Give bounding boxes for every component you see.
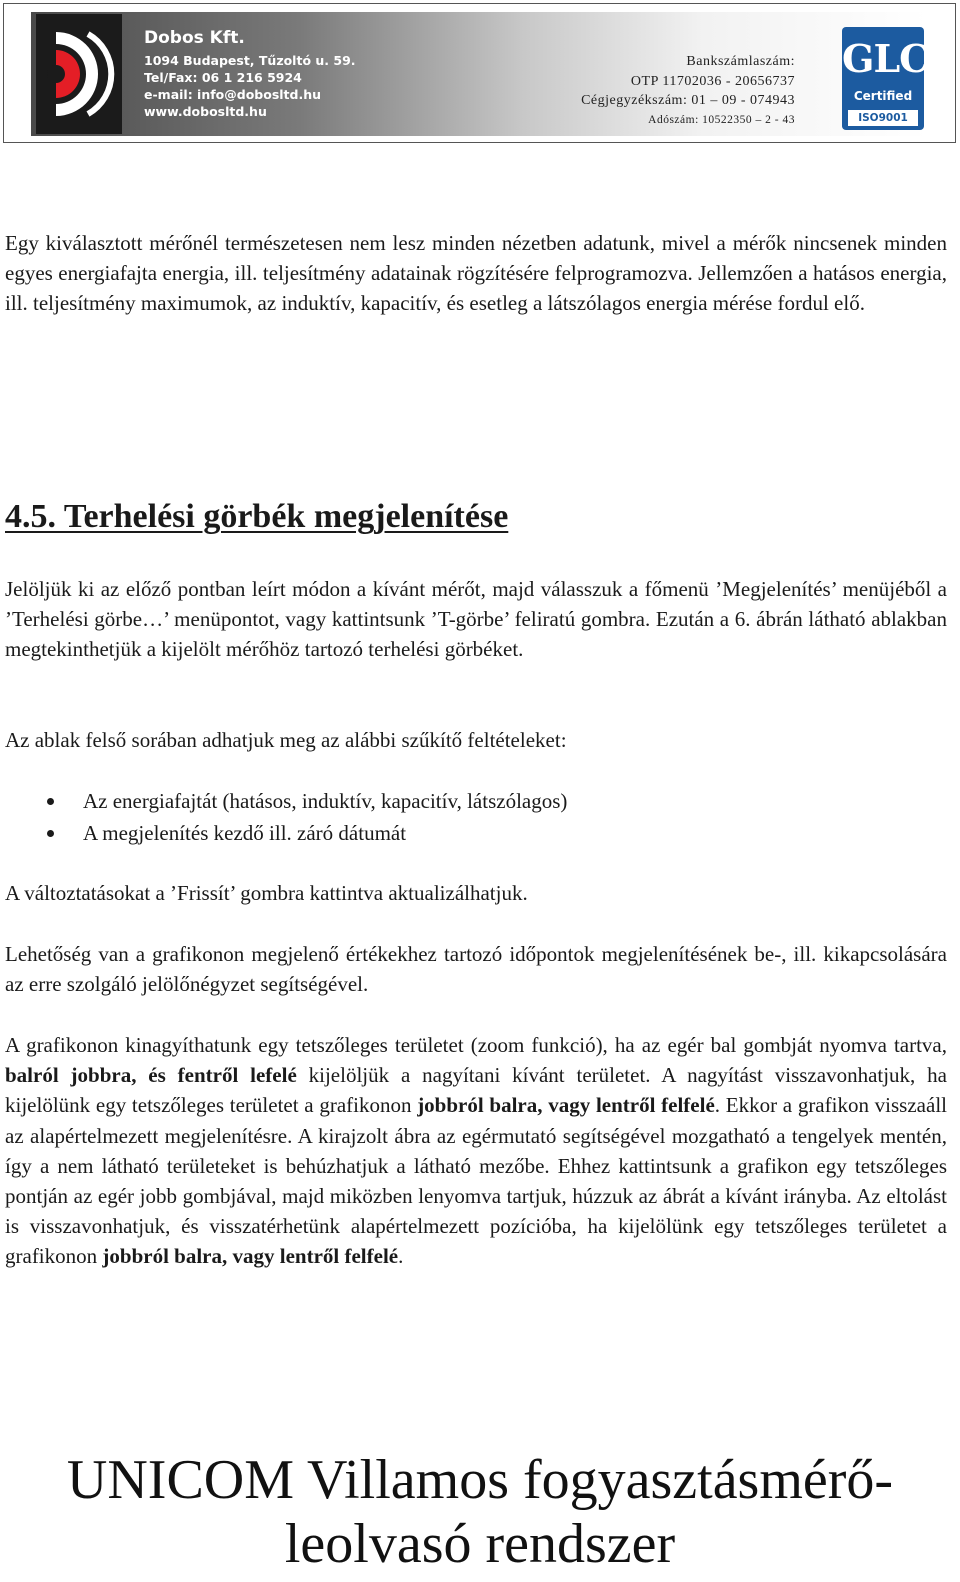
zoom-text-3: . Ekkor a grafikon visszaáll az alapértelmezett megjelenítésre. A kirajzolt ábra az egérmutató segítségével mozgatható a tengelyek mentén, így a nem látható területeket is behúzhatjuk a látható mezőbe. Ehhez kattintsunk a grafikon egy tetszőleges pontján az egér jobb gombjával, majd miközben lenyomva tartjuk, húzzuk az ábrát a kívánt irányba. Az eltolást is visszavonhatjuk, és visszatérhetünk alapértelmezett pozícióba, ha kijelölünk egy tetszőleges területet a grafikonon (5, 1093, 947, 1269)
company-logo (36, 14, 122, 134)
paragraph-refresh: A változtatásokat a ’Frissít’ gombra kattintva aktualizálhatjuk. (5, 881, 528, 905)
zoom-text-1: A grafikonon kinagyíthatunk egy tetszőleges területet (zoom funkció), ha az egér bal gombját nyomva tartva, (5, 1033, 947, 1057)
bullet-icon (47, 798, 54, 805)
paragraph-timestamps: Lehetőség van a grafikonon megjelenő értékekhez tartozó időpontok megjelenítésének be-, ill. kikapcsolására az erre szolgáló jelölőnégyzet segítségével. (5, 942, 947, 997)
tax-number: Adószám: 10522350 – 2 - 43 (648, 113, 795, 126)
list-item (5, 817, 945, 849)
company-logo-icon (36, 14, 122, 134)
company-web: www.dobosltd.hu (144, 104, 267, 119)
company-block (144, 28, 356, 120)
bank-info (581, 52, 795, 130)
bank-label: Bankszámlaszám: (686, 54, 795, 69)
zoom-text-4: . (398, 1244, 404, 1269)
document-title-line-1: UNICOM Villamos fogyasztásmérő- (66, 1449, 894, 1511)
zoom-bold-2: jobbról balra, vagy lentről felfelé (417, 1093, 715, 1118)
company-email: e-mail: info@dobosltd.hu (144, 87, 322, 102)
document-title (0, 1448, 960, 1576)
filter-list (5, 785, 945, 849)
paragraph-zoom (5, 1030, 947, 1272)
bank-account: OTP 11702036 - 20656737 (630, 73, 795, 89)
company-name: Dobos Kft. (144, 28, 245, 48)
paragraph-filters-intro: Az ablak felső sorában adhatjuk meg az alábbi szűkítő feltételeket: (5, 728, 567, 752)
document-title-line-2: leolvasó rendszer (284, 1513, 676, 1575)
list-item-text: A megjelenítés kezdő ill. záró dátumát (83, 821, 407, 845)
zoom-bold-1: balról jobbra, és fentről lefelé (5, 1063, 297, 1088)
letterhead (3, 3, 956, 143)
list-item-text: Az energiafajtát (hatásos, induktív, kapacitív, látszólagos) (83, 789, 568, 813)
company-telfax: Tel/Fax: 06 1 216 5924 (144, 70, 302, 85)
glc-logo-text: GLC (842, 36, 929, 81)
zoom-bold-3: jobbról balra, vagy lentről felfelé (102, 1244, 399, 1269)
bullet-icon (47, 830, 54, 837)
glc-iso-text: ISO9001 (848, 110, 918, 126)
zoom-text-2: kijelöljük a nagyítani kívánt területet. A nagyítást visszavonhatjuk, ha kijelölünk egy tetszőleges területet a grafikonon (5, 1063, 947, 1118)
registry-number: Cégjegyzékszám: 01 – 09 - 074943 (581, 93, 795, 108)
company-address: 1094 Budapest, Tűzoltó u. 59. (144, 53, 356, 68)
paragraph-select-meter: Jelöljük ki az előző pontban leírt módon a kívánt mérőt, majd válasszuk a főmenü ’Megjelenítés’ menüjéből a ’Terhelési görbe…’ menüpontot, vagy kattintsunk ’T-görbe’ feliratú gombra. Ezután a 6. ábrán látható ablakban megtekinthetjük a kijelölt mérőhöz tartozó terhelési görbéket. (5, 577, 947, 662)
glc-certified-logo (842, 27, 929, 130)
paragraph-intro: Egy kiválasztott mérőnél természetesen nem lesz minden nézetben adatunk, mivel a mérők nincsenek minden egyes energiafajta energia, ill. teljesítmény adatainak rögzítésére felprogramozva. Jellemzően a hatásos energia, ill. teljesítmény maximumok, az induktív, kapacitív, és esetleg a látszólagos energia mérése fordul elő. (5, 231, 947, 316)
list-item (5, 785, 945, 817)
section-heading: 4.5. Terhelési görbék megjelenítése (5, 498, 509, 535)
glc-certified-text: Certified (853, 89, 913, 103)
